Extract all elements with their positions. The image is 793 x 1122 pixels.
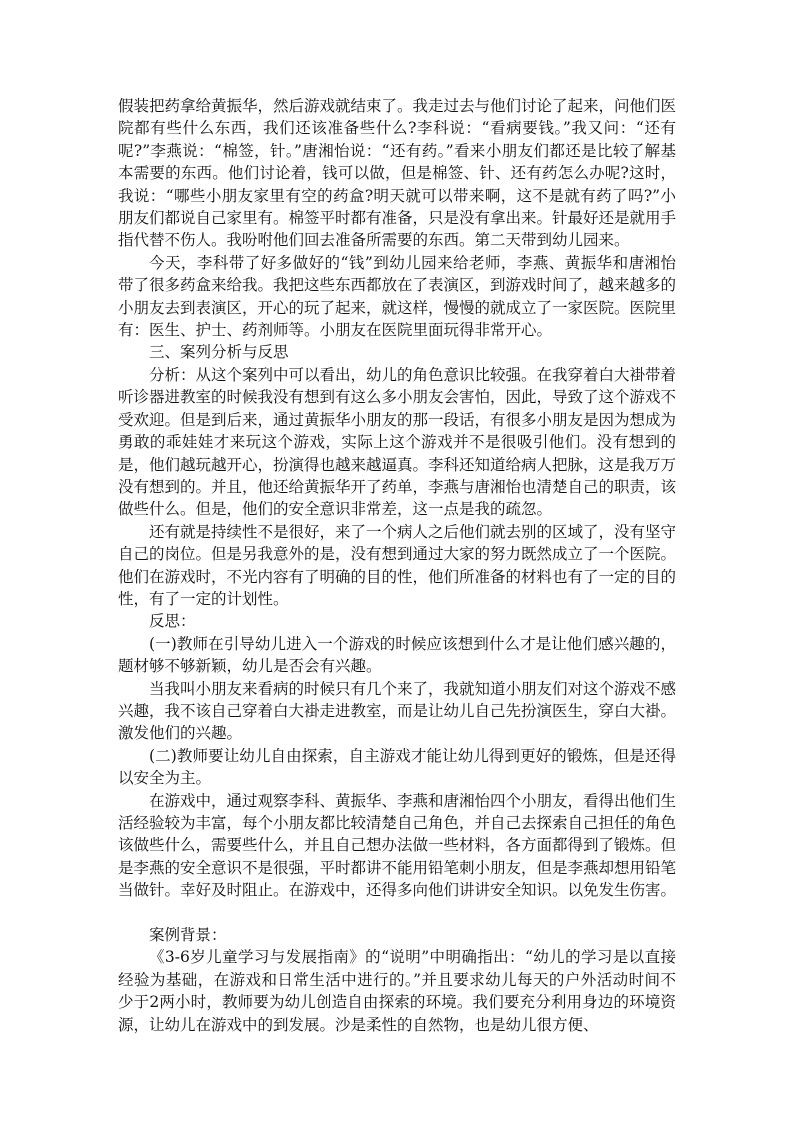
paragraph-reflection-2-detail: 在游戏中，通过观察李科、黄振华、李燕和唐湘怡四个小朋友，看得出他们生活经验较为丰富，每个小朋友都比较清楚自己角色，并自己去探索自己担任的角色该做些什么，需要些什么，并且自己想办法做一些材料，各方面都得到了锻炼。但是李燕的安全意识不是很强，平时都讲不能用铅笔刺小朋友，但是李燕却想用铅笔当做针。幸好及时阻止。在游戏中，还得多向他们讲讲安全知识。以免发生伤害。 [118, 791, 677, 900]
paragraph-case-background: 《3-6岁儿童学习与发展指南》的“说明”中明确指出：“幼儿的学习是以直接经验为基础，在游戏和日常生活中进行的。”并且要求幼儿每天的户外活动时间不少于2两小时，教师要为幼儿创造自由探索的环境。我们要充分利用身边的环境资源，让幼儿在游戏中的到发展。沙是柔性的自然物，也是幼儿很方便、 [118, 948, 676, 1034]
paragraph-analysis: 分析：从这个案列中可以看出，幼儿的角色意识比较强。在我穿着白大褂带着听诊器进教室的时候我没有想到有这么多小朋友会害怕，因此，导致了这个游戏不受欢迎。但是到后来，通过黄振华小朋友的那一段话，有很多小朋友是因为想成为勇敢的乖娃娃才来玩这个游戏，实际上这个游戏并不是很吸引他们。没有想到的是，他们越玩越开心，扮演得也越来越逼真。李科还知道给病人把脉，这是我万万没有想到的。并且，他还给黄振华开了药单，李燕与唐湘怡也清楚自己的职责，该做些什么。但是，他们的安全意识非常差，这一点是我的疏忽。 [118, 365, 677, 519]
subheading-case-background: 案例背景： [149, 926, 227, 945]
subheading-reflection: 反思： [149, 612, 196, 631]
reflection-point-2: (二)教师要让幼儿自由探索，自主游戏才能让幼儿得到更好的锻炼，但是还得以安全为主。 [118, 746, 676, 788]
section-heading-analysis: 三、案列分析与反思 [149, 343, 289, 362]
paragraph-reflection-1-detail: 当我叫小朋友来看病的时候只有几个来了，我就知道小朋友们对这个游戏不感兴趣，我不该自己穿着白大褂走进教室，而是让幼儿自己先扮演医生，穿白大褂。激发他们的兴趣。 [118, 679, 677, 743]
blank-line [118, 902, 676, 924]
paragraph-continuity: 还有就是持续性不是很好，来了一个病人之后他们就去别的区域了，没有坚守自己的岗位。但是另我意外的是，没有想到通过大家的努力既然成立了一个医院。他们在游戏时，不光内容有了明确的目的性，他们所准备的材料也有了一定的目的性，有了一定的计划性。 [118, 522, 677, 608]
reflection-point-1: (一)教师在引导幼儿进入一个游戏的时候应该想到什么才是让他们感兴趣的，题材够不够新颖，幼儿是否会有兴趣。 [118, 634, 676, 676]
document-page [118, 95, 676, 1036]
paragraph-2: 今天，李科带了好多做好的“钱”到幼儿园来给老师，李燕、黄振华和唐湘怡带了很多药盒来给我。我把这些东西都放在了表演区，到游戏时间了，越来越多的小朋友去到表演区，开心的玩了起来，就这样，慢慢的就成立了一家医院。医院里有：医生、护士、药剂师等。小朋友在医院里面玩得非常开心。 [118, 253, 677, 340]
paragraph-1: 假装把药拿给黄振华，然后游戏就结束了。我走过去与他们讨论了起来，问他们医院都有些什么东西，我们还该准备些什么?李科说：“看病要钱。”我又问：“还有呢?”李燕说：“棉签，针。”唐湘怡说：“还有药。”看来小朋友们都还是比较了解基本需要的东西。他们讨论着，钱可以做，但是棉签、针、还有药怎么办呢?这时，我说：“哪些小朋友家里有空的药盒?明天就可以带来啊，这不是就有药了吗?”小朋友们都说自己家里有。棉签平时都有准备，只是没有拿出来。针最好还是就用手指代替不伤人。我吩咐他们回去准备所需要的东西。第二天带到幼儿园来。 [118, 97, 677, 250]
